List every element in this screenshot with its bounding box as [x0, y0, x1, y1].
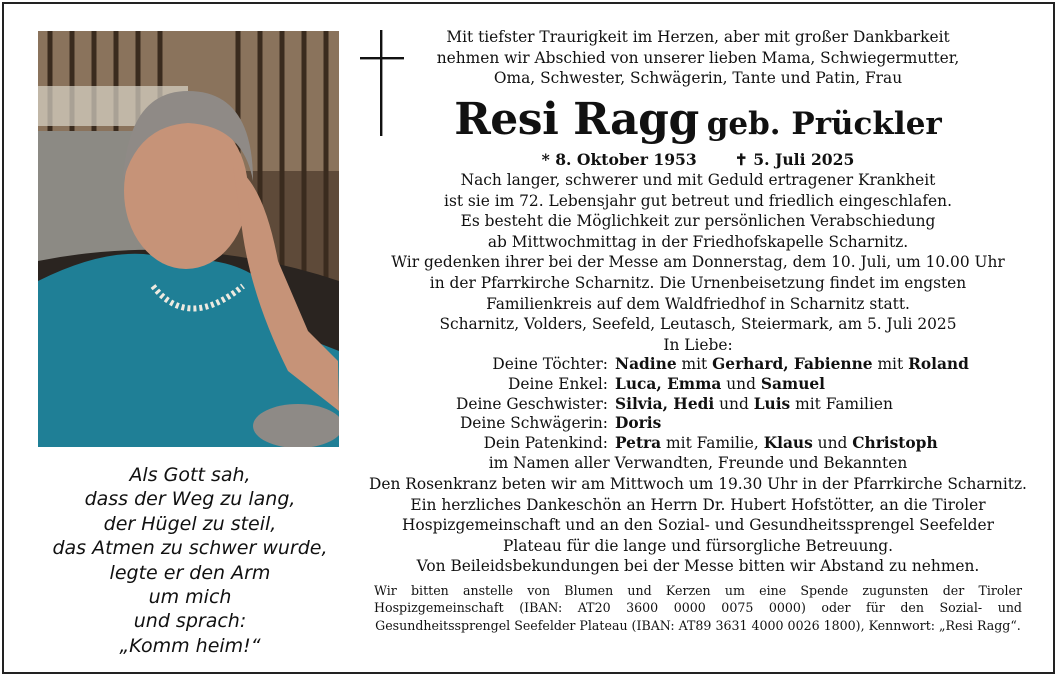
family-row	[368, 434, 1028, 454]
deceased-name	[368, 92, 1028, 148]
family-members: Silvia, Hedi und Luis mit Familien	[615, 394, 893, 413]
poem-line: das Atmen zu schwer wurde,	[52, 537, 328, 560]
family-relation: Deine Geschwister:	[456, 394, 608, 413]
family-relation: Deine Enkel:	[508, 375, 608, 394]
poem-line: „Komm heim!“	[119, 634, 261, 657]
family-members: Luca, Emma und Samuel	[615, 375, 826, 394]
poem-line: der Hügel zu steil,	[103, 512, 277, 535]
family-list	[368, 355, 1028, 453]
body-line: ist sie im 72. Lebensjahr gut betreut und friedlich eingeschlafen.	[444, 191, 952, 210]
birth-date: * 8. Oktober 1953	[541, 149, 697, 169]
in-love-line: In Liebe:	[663, 335, 733, 354]
body-line: Wir gedenken ihrer bei der Messe am Donnerstag, dem 10. Juli, um 10.00 Uhr	[391, 253, 1005, 272]
body-line: Nach langer, schwerer und mit Geduld ertragener Krankheit	[460, 171, 936, 190]
closing-line: im Namen aller Verwandten, Freunde und Bekannten	[488, 454, 908, 473]
intro-line: nehmen wir Abschied von unserer lieben Mama, Schwiegermutter,	[436, 48, 960, 67]
birth-name: geb. Prückler	[706, 105, 942, 142]
poem-line: legte er den Arm	[109, 561, 271, 584]
name-main: Resi Ragg	[454, 93, 699, 145]
family-members: Doris	[615, 414, 662, 433]
family-row	[368, 414, 1028, 434]
body-line: Es besteht die Möglichkeit zur persönlichen Verabschiedung	[460, 212, 936, 231]
family-row	[368, 375, 1028, 395]
family-row	[368, 355, 1028, 375]
rosary-line: Den Rosenkranz beten wir am Mittwoch um 19.30 Uhr in der Pfarrkirche Scharnitz.	[369, 475, 1027, 493]
intro	[368, 27, 1028, 89]
portrait-photo	[38, 31, 339, 447]
body-line: in der Pfarrkirche Scharnitz. Die Urnenbeisetzung findet im engsten	[429, 274, 967, 293]
family-relation: Dein Patenkind:	[483, 433, 608, 452]
poem-line: und sprach:	[133, 610, 247, 633]
family-relation: Deine Töchter:	[492, 355, 608, 374]
death-date: ✝ 5. Juli 2025	[734, 149, 855, 169]
donation-note: Wir bitten anstelle von Blumen und Kerzen um eine Spende zugunsten der Tiroler Hospizgemeinschaft (IBAN: AT20 3600 0000 0075 0000) oder für den Sozial- und Gesundheitssprengel Seefelder Plateau (IBAN: AT89 3631 4000 0026 1800), Kennwort: „Resi Ragg“.	[374, 582, 1022, 633]
thanks-line: Ein herzliches Dankeschön an Herrn Dr. Hubert Hofstötter, an die Tiroler	[410, 495, 986, 514]
intro-line: Mit tiefster Traurigkeit im Herzen, aber mit großer Dankbarkeit	[446, 28, 950, 46]
thanks-line: Plateau für die lange und fürsorgliche Betreuung.	[502, 536, 894, 555]
family-relation: Deine Schwägerin:	[459, 414, 608, 433]
family-members: Nadine mit Gerhard, Fabienne mit Roland	[615, 355, 969, 374]
poem	[40, 463, 340, 658]
body-line: Familienkreis auf dem Waldfriedhof in Scharnitz statt.	[486, 294, 910, 313]
family-row	[368, 395, 1028, 415]
thanks-line: Hospizgemeinschaft und an den Sozial- und Gesundheitssprengel Seefelder	[402, 516, 994, 535]
poem-line: dass der Weg zu lang,	[84, 488, 296, 511]
family-members: Petra mit Familie, Klaus und Christoph	[615, 433, 938, 452]
body-line: ab Mittwochmittag in der Friedhofskapelle Scharnitz.	[487, 232, 909, 251]
life-dates	[368, 150, 1028, 171]
poem-line: Als Gott sah,	[129, 464, 251, 486]
condolence-line: Von Beileidsbekundungen bei der Messe bitten wir Abstand zu nehmen.	[416, 557, 980, 576]
poem-line: um mich	[148, 586, 232, 609]
obituary-text	[368, 27, 1028, 634]
intro-line: Oma, Schwester, Schwägerin, Tante und Patin, Frau	[493, 69, 903, 87]
place-date-line: Scharnitz, Volders, Seefeld, Leutasch, Steiermark, am 5. Juli 2025	[439, 315, 957, 334]
